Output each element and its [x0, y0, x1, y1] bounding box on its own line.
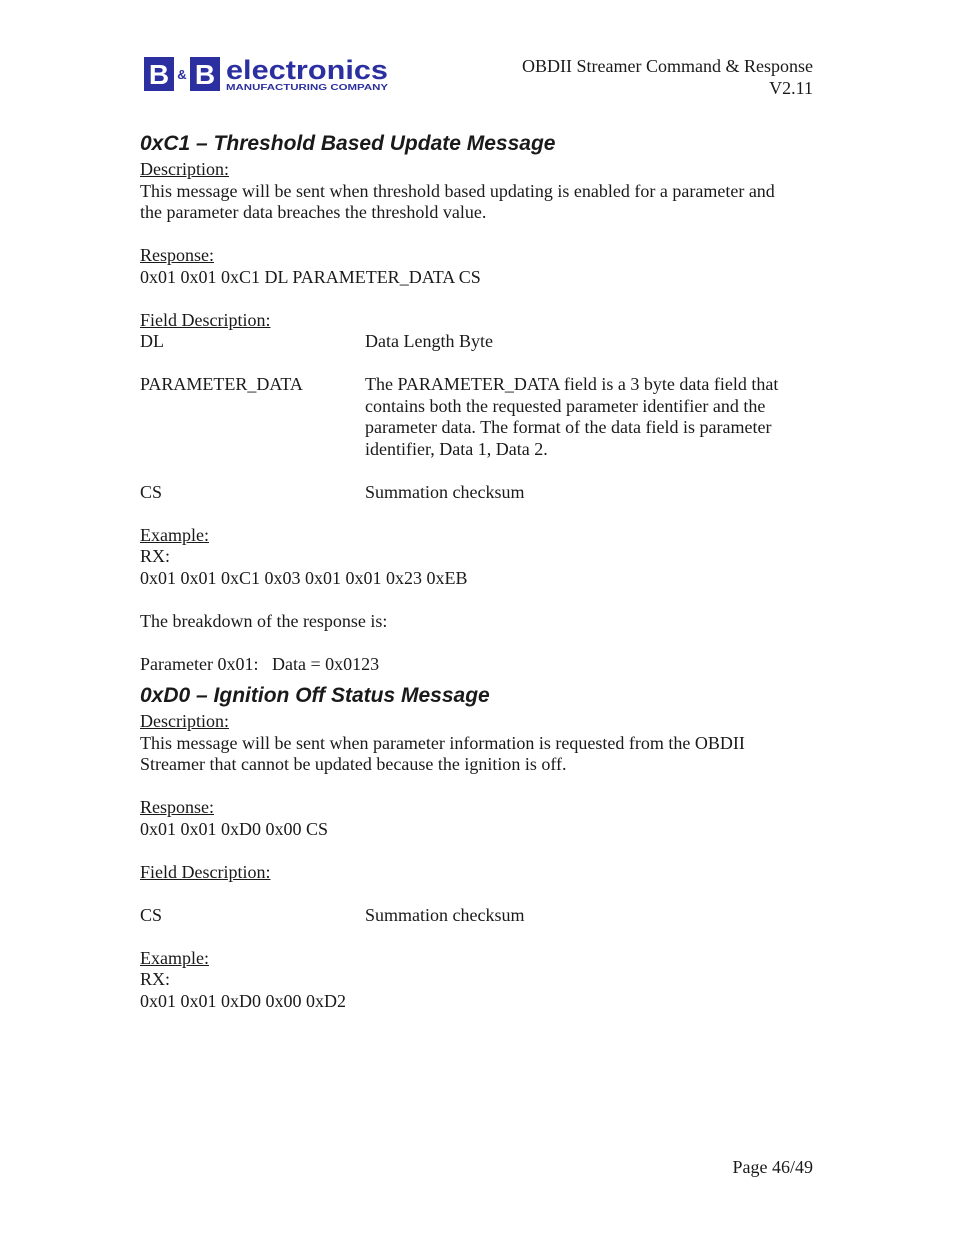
d0-description-line-1: This message will be sent when parameter information is requested from the OBDII	[140, 732, 745, 753]
page-content	[140, 129, 820, 1012]
field-value-line: The PARAMETER_DATA field is a 3 byte data field that	[365, 374, 779, 394]
bb-electronics-logo	[144, 57, 394, 93]
d0-field-row-cs	[140, 905, 820, 927]
page-number: Page 46/49	[732, 1157, 813, 1177]
c1-description-label: Description:	[140, 159, 229, 179]
c1-breakdown-text: The breakdown of the response is:	[140, 610, 388, 631]
field-value-line: Summation checksum	[365, 481, 525, 502]
c1-field-description-label: Field Description:	[140, 309, 271, 330]
d0-rx-label: RX:	[140, 969, 171, 989]
document-header	[522, 55, 813, 99]
c1-response-value: 0x01 0x01 0xC1 DL PARAMETER_DATA CS	[140, 266, 481, 287]
logo-letter-left: B	[148, 59, 170, 90]
field-name: CS	[140, 904, 163, 925]
c1-field-row-dl	[140, 331, 820, 353]
field-value	[365, 905, 810, 927]
c1-rx-value: 0x01 0x01 0xC1 0x03 0x01 0x01 0x23 0xEB	[140, 567, 468, 588]
d0-field-description-label: Field Description:	[140, 861, 271, 882]
d0-rx-value: 0x01 0x01 0xD0 0x00 0xD2	[140, 990, 346, 1011]
c1-rx-label: RX:	[140, 546, 171, 566]
c1-description-line-2: the parameter data breaches the threshold value.	[140, 202, 487, 222]
field-value	[365, 331, 810, 353]
d0-example-label: Example:	[140, 947, 209, 968]
field-value-line: Summation checksum	[365, 904, 525, 925]
c1-description-line-1: This message will be sent when threshold based updating is enabled for a parameter and	[140, 180, 775, 201]
logo-letter-right: B	[194, 59, 216, 90]
section-d0-title: 0xD0 – Ignition Off Status Message	[140, 684, 490, 707]
d0-response-value: 0x01 0x01 0xD0 0x00 CS	[140, 818, 329, 839]
c1-field-row-parameter-data	[140, 374, 820, 460]
field-value	[365, 374, 810, 460]
document-version: V2.11	[769, 78, 813, 98]
d0-description-line-2: Streamer that cannot be updated because the ignition is off.	[140, 754, 567, 774]
document-title: OBDII Streamer Command & Response	[522, 56, 813, 76]
c1-parameter-line: Parameter 0x01: Data = 0x0123	[140, 653, 380, 674]
d0-response-label: Response:	[140, 797, 214, 817]
field-name: PARAMETER_DATA	[140, 374, 303, 394]
field-value	[365, 482, 810, 504]
field-name: CS	[140, 481, 163, 502]
field-value-line: parameter data. The format of the data field is parameter	[365, 417, 772, 437]
d0-description-label: Description:	[140, 711, 229, 731]
field-value-line: identifier, Data 1, Data 2.	[365, 438, 548, 459]
field-value-line: contains both the requested parameter identifier and the	[365, 395, 766, 416]
field-name: DL	[140, 331, 164, 351]
c1-response-label: Response:	[140, 245, 214, 265]
logo-ampersand: &	[177, 67, 187, 82]
c1-example-label: Example:	[140, 524, 209, 545]
c1-field-row-cs	[140, 482, 820, 504]
field-value-line: Data Length Byte	[365, 331, 493, 351]
section-c1-title: 0xC1 – Threshold Based Update Message	[140, 132, 556, 155]
logo-wordmark: electronics	[226, 57, 388, 85]
logo-tagline: MANUFACTURING COMPANY	[226, 83, 389, 92]
